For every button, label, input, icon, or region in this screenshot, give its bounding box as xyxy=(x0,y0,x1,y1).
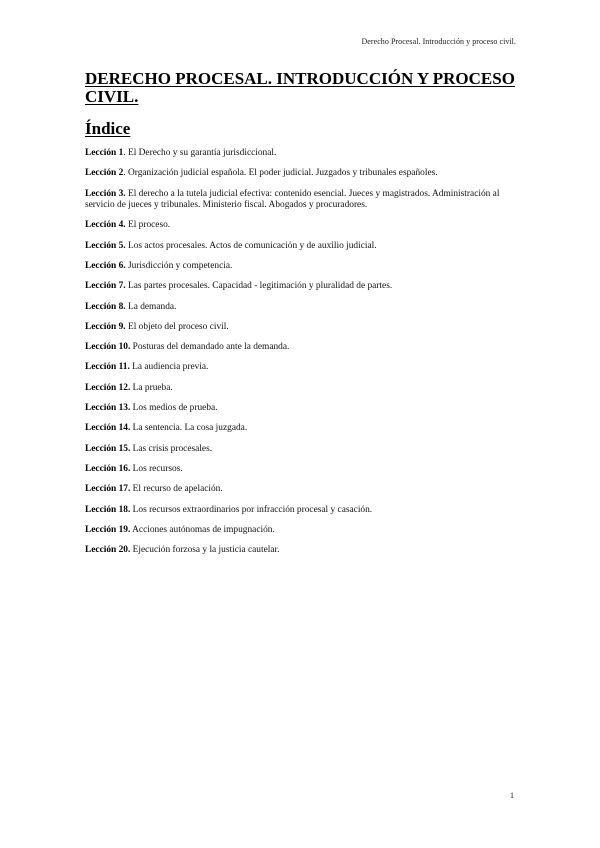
lesson-label: Lección 5. xyxy=(85,240,126,251)
document-title: DERECHO PROCESAL. INTRODUCCIÓN Y PROCESO CIVIL. xyxy=(85,69,515,106)
lesson-item xyxy=(85,342,525,354)
lesson-text: La demanda. xyxy=(125,301,177,312)
lesson-item xyxy=(85,261,525,273)
lesson-text: . El Derecho y su garantía jurisdiccional. xyxy=(123,148,277,158)
lesson-label: Lección 1 xyxy=(85,148,124,158)
lesson-label: Lección 19. xyxy=(85,524,131,535)
lesson-label: Lección 8. xyxy=(85,301,126,312)
lesson-item xyxy=(85,168,525,180)
lesson-item xyxy=(85,302,525,314)
lesson-text: Acciones autónomas de impugnación. xyxy=(130,524,275,535)
lesson-text: La prueba. xyxy=(130,382,173,393)
lesson-text: . Organización judicial española. El poder judicial. Juzgados y tribunales españoles. xyxy=(123,168,438,179)
lesson-item xyxy=(85,362,525,374)
lesson-label: Lección 20. xyxy=(85,545,131,556)
lesson-label: Lección 14. xyxy=(85,423,131,434)
lesson-label: Lección 9. xyxy=(85,321,126,332)
lesson-text: El derecho a la tutela judicial efectiva: contenido esencial. Jueces y magistrados. Administración al servicio de jueces y tribunales. Ministerio fiscal. Abogados y procuradores. xyxy=(85,188,500,211)
lesson-item xyxy=(85,525,525,537)
lesson-label: Lección 16. xyxy=(85,463,131,474)
running-header: Derecho Procesal. Introducción y proceso civil. xyxy=(361,37,516,46)
lesson-text: Los actos procesales. Actos de comunicación y de auxilio judicial. xyxy=(125,240,377,251)
lesson-item xyxy=(85,505,525,517)
lesson-item xyxy=(85,189,525,212)
lesson-label: Lección 18. xyxy=(85,504,131,515)
lesson-label: Lección 17. xyxy=(85,484,131,495)
lesson-item xyxy=(85,444,525,456)
lesson-label: Lección 11. xyxy=(85,362,130,373)
lesson-label: Lección 10. xyxy=(85,342,131,353)
lesson-text: La sentencia. La cosa juzgada. xyxy=(130,423,248,434)
lesson-label: Lección 15. xyxy=(85,443,131,454)
lesson-text: La audiencia previa. xyxy=(129,362,209,373)
lesson-text: Los medios de prueba. xyxy=(130,403,218,414)
lesson-label: Lección 13. xyxy=(85,403,131,414)
lesson-text: El recurso de apelación. xyxy=(130,484,223,495)
page-number: 1 xyxy=(510,791,514,800)
lesson-item xyxy=(85,148,525,160)
lesson-text: El objeto del proceso civil. xyxy=(125,321,229,332)
lesson-item xyxy=(85,241,525,253)
lesson-item xyxy=(85,464,525,476)
lesson-item xyxy=(85,322,525,334)
lesson-label: Lección 3. xyxy=(85,188,126,199)
lesson-item xyxy=(85,484,525,496)
lesson-item xyxy=(85,423,525,435)
lesson-text: Las crisis procesales. xyxy=(130,443,213,454)
index-heading: Índice xyxy=(85,119,131,138)
lesson-text: El proceso. xyxy=(125,220,171,231)
lesson-item xyxy=(85,545,525,557)
lesson-item xyxy=(85,281,525,293)
lesson-label: Lección 4. xyxy=(85,220,126,231)
lesson-text: Jurisdicción y competencia. xyxy=(125,260,233,271)
lesson-item xyxy=(85,383,525,395)
lesson-text: Posturas del demandado ante la demanda. xyxy=(130,342,290,353)
lesson-list xyxy=(85,148,525,565)
lesson-item xyxy=(85,403,525,415)
lesson-text: Los recursos extraordinarios por infracción procesal y casación. xyxy=(130,504,373,515)
lesson-text: Las partes procesales. Capacidad - legitimación y pluralidad de partes. xyxy=(125,281,393,292)
lesson-label: Lección 6. xyxy=(85,260,126,271)
lesson-label: Lección 12. xyxy=(85,382,131,393)
lesson-text: Los recursos. xyxy=(130,463,183,474)
lesson-label: Lección 7. xyxy=(85,281,126,292)
lesson-label: Lección 2 xyxy=(85,168,124,179)
lesson-item xyxy=(85,220,525,232)
lesson-text: Ejecución forzosa y la justicia cautelar. xyxy=(130,545,280,556)
